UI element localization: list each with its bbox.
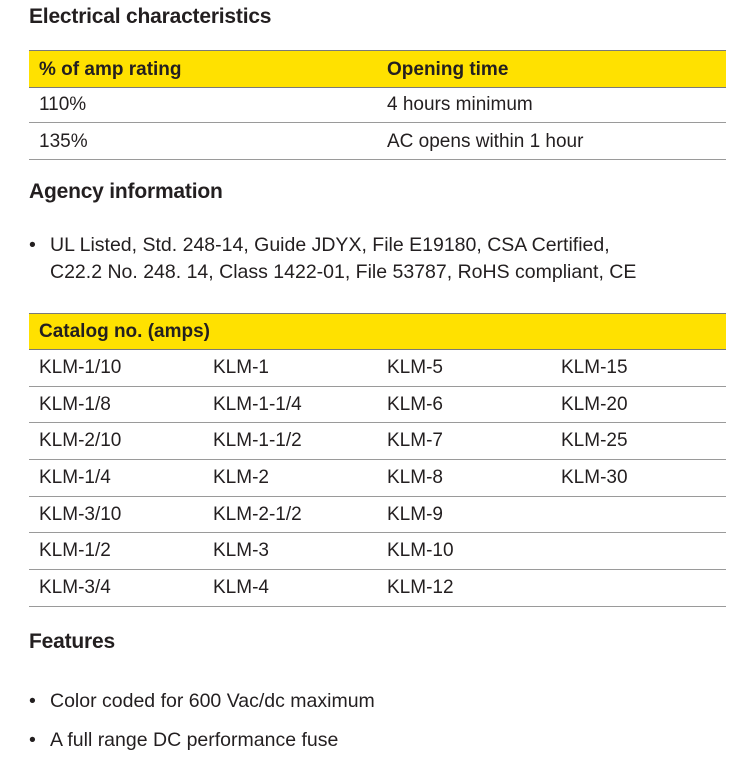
catalog-header: Catalog no. (amps) — [39, 321, 211, 342]
catalog-cell: KLM-10 — [387, 540, 454, 562]
catalog-cell: KLM-3/10 — [39, 503, 122, 525]
feature-text: Color coded for 600 Vac/dc maximum — [50, 690, 375, 712]
catalog-row — [29, 387, 726, 424]
catalog-cell: KLM-6 — [387, 393, 443, 415]
catalog-cell: KLM-8 — [387, 467, 443, 489]
column-header-opening-time: Opening time — [387, 59, 509, 80]
catalog-row — [29, 570, 726, 607]
opening-time-cell: AC opens within 1 hour — [387, 131, 584, 152]
bullet-icon: • — [29, 234, 36, 256]
features-heading: Features — [29, 630, 115, 653]
amp-rating-cell: 135% — [39, 131, 88, 152]
catalog-cell: KLM-5 — [387, 357, 443, 378]
agency-information-heading: Agency information — [29, 180, 223, 203]
catalog-row — [29, 350, 726, 387]
catalog-cell: KLM-30 — [561, 467, 628, 489]
catalog-cell: KLM-25 — [561, 430, 628, 452]
catalog-cell: KLM-2/10 — [39, 430, 122, 452]
catalog-cell: KLM-3/4 — [39, 577, 111, 599]
catalog-cell: KLM-2-1/2 — [213, 503, 302, 525]
catalog-cell: KLM-4 — [213, 577, 269, 599]
column-header-amp-rating: % of amp rating — [39, 59, 182, 80]
agency-information-list — [29, 232, 729, 286]
catalog-cell: KLM-3 — [213, 540, 269, 562]
catalog-cell: KLM-7 — [387, 430, 443, 452]
catalog-row — [29, 460, 726, 497]
table-row — [29, 123, 726, 160]
catalog-cell: KLM-15 — [561, 357, 628, 378]
catalog-cell: KLM-20 — [561, 393, 628, 415]
table-header-row — [29, 50, 726, 88]
catalog-cell: KLM-12 — [387, 577, 454, 599]
catalog-cell: KLM-1/4 — [39, 467, 111, 489]
catalog-rows — [29, 350, 726, 607]
electrical-characteristics-heading: Electrical characteristics — [29, 5, 272, 28]
amp-rating-cell: 110% — [39, 94, 87, 115]
list-item — [29, 721, 729, 760]
catalog-cell: KLM-1/8 — [39, 393, 111, 415]
catalog-cell: KLM-1/2 — [39, 540, 111, 562]
catalog-cell: KLM-1-1/4 — [213, 393, 302, 415]
catalog-row — [29, 423, 726, 460]
agency-text-line-1: UL Listed, Std. 248-14, Guide JDYX, File E19180, CSA Certified, — [50, 234, 610, 256]
table-header-row — [29, 313, 726, 350]
catalog-row — [29, 497, 726, 534]
catalog-row — [29, 533, 726, 570]
agency-text-line-2: C22.2 No. 248. 14, Class 1422-01, File 53787, RoHS compliant, CE — [50, 261, 637, 283]
opening-time-cell: 4 hours minimum — [387, 94, 533, 115]
catalog-cell: KLM-1 — [213, 357, 269, 378]
electrical-characteristics-table — [29, 50, 726, 160]
catalog-cell: KLM-1/10 — [39, 357, 122, 378]
catalog-cell: KLM-1-1/2 — [213, 430, 302, 452]
features-list — [29, 682, 729, 760]
catalog-cell: KLM-9 — [387, 503, 443, 525]
catalog-table — [29, 313, 726, 607]
bullet-icon: • — [29, 729, 36, 751]
catalog-cell: KLM-2 — [213, 467, 269, 489]
list-item — [29, 232, 729, 286]
list-item — [29, 682, 729, 721]
feature-text: A full range DC performance fuse — [50, 729, 339, 751]
bullet-icon: • — [29, 690, 36, 712]
table-row — [29, 88, 726, 123]
